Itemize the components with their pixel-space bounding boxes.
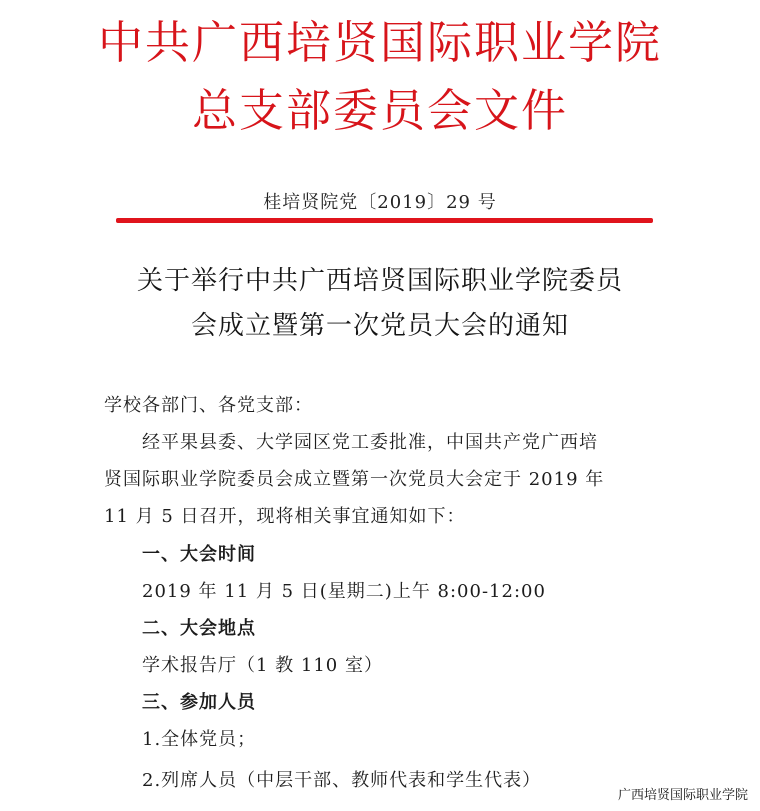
document-header-line2: 总支部委员会文件 xyxy=(191,84,568,137)
notice-title-line1: 关于举行中共广西培贤国际职业学院委员 xyxy=(136,266,623,296)
notice-title-line2: 会成立暨第一次党员大会的通知 xyxy=(190,311,569,341)
attendee-item: 2.列席人员（中层干部、教师代表和学生代表） xyxy=(142,770,542,791)
watermark-text: 广西培贤国际职业学院 xyxy=(617,788,748,803)
red-divider-line xyxy=(116,218,653,223)
section-heading-time: 一、大会时间 xyxy=(142,544,256,565)
document-number: 桂培贤院党〔2019〕29 号 xyxy=(263,192,497,213)
attendee-item: 1.全体党员； xyxy=(142,729,257,750)
section-heading-attendees: 三、参加人员 xyxy=(142,692,256,713)
intro-line: 贤国际职业学院委员会成立暨第一次党员大会定于 2019 年 xyxy=(104,469,605,490)
document-header-line1: 中共广西培贤国际职业学院 xyxy=(97,16,662,69)
salutation: 学校各部门、各党支部： xyxy=(104,395,313,416)
intro-line: 11 月 5 日召开，现将相关事宜通知如下： xyxy=(104,506,466,527)
intro-line: 经平果县委、大学园区党工委批准，中国共产党广西培 xyxy=(142,432,598,453)
section-heading-location: 二、大会地点 xyxy=(142,618,256,639)
meeting-location: 学术报告厅（1 教 110 室） xyxy=(142,655,383,676)
meeting-time: 2019 年 11 月 5 日(星期二)上午 8:00-12:00 xyxy=(142,581,546,602)
